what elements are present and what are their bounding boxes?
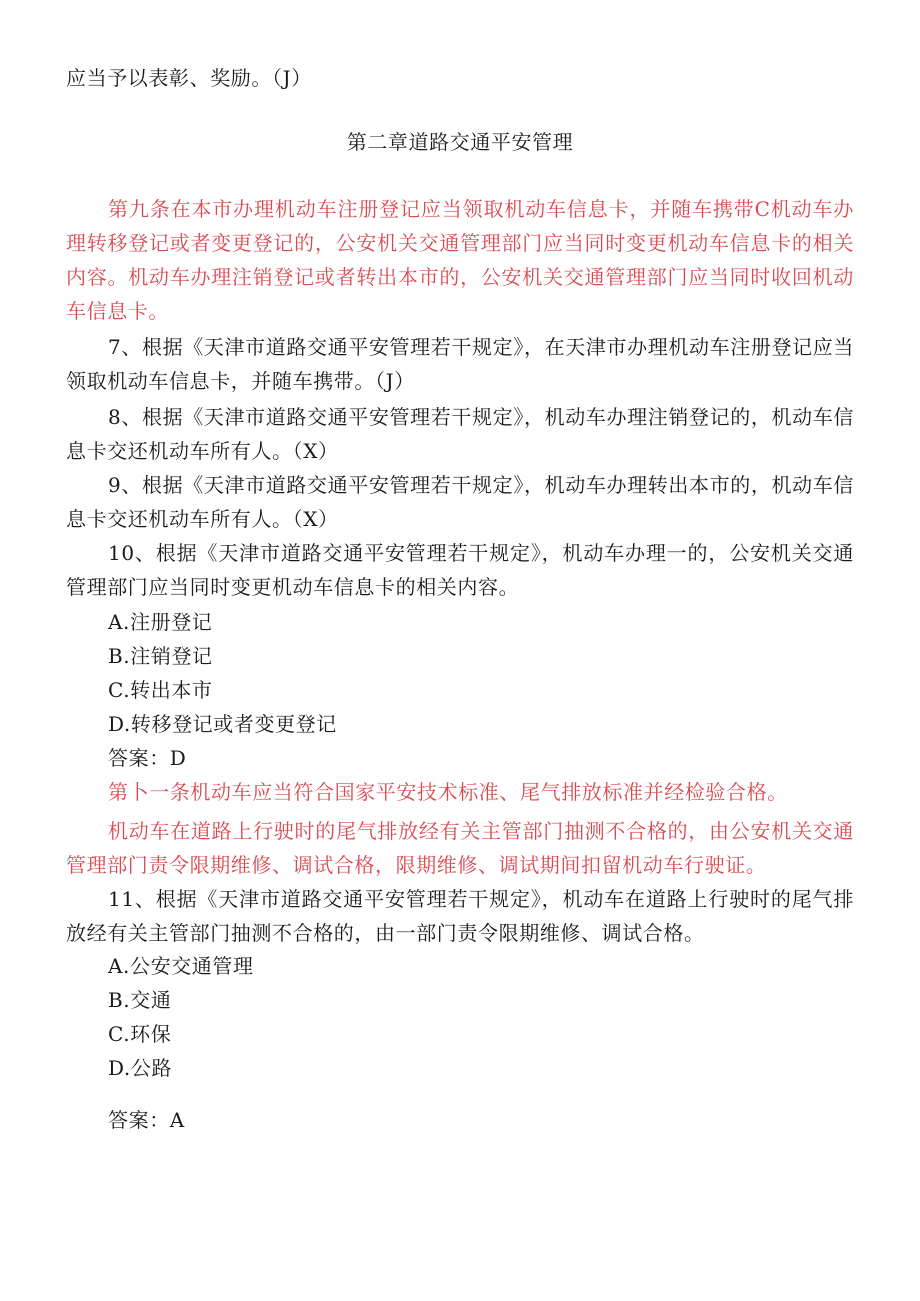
question-10-option-c: C.转出本市 xyxy=(108,678,213,702)
question-10-option-b: B.注销登记 xyxy=(108,644,213,668)
question-11: 11、根据《天津市道路交通平安管理若干规定》，机动车在道路上行驶时的尾气排放经有关主管部门抽测不合格的，由一部门责令限期维修、调试合格。 xyxy=(66,887,854,945)
question-10-answer: 答案：D xyxy=(108,746,187,770)
question-11-answer: 答案：A xyxy=(108,1108,185,1132)
regulation-article-9: 第九条在本市办理机动车注册登记应当领取机动车信息卡，并随车携带C机动车办理转移登记或者变更登记的，公安机关交通管理部门应当同时变更机动车信息卡的相关内容。机动车办理注销登记或者转出本市的，公安机关交通管理部门应当同时收回机动车信息卡。 xyxy=(66,197,854,323)
question-8: 8、根据《天津市道路交通平安管理若干规定》，机动车办理注销登记的，机动车信息卡交还机动车所有人。（X） xyxy=(66,405,854,463)
regulation-article-11-para2: 机动车在道路上行驶时的尾气排放经有关主管部门抽测不合格的，由公安机关交通管理部门责令限期维修、调试合格，限期维修、调试期间扣留机动车行驶证。 xyxy=(66,819,854,877)
question-10: 10、根据《天津市道路交通平安管理若干规定》，机动车办理一的，公安机关交通管理部门应当同时变更机动车信息卡的相关内容。 xyxy=(66,541,854,599)
question-7: 7、根据《天津市道路交通平安管理若干规定》，在天津市办理机动车注册登记应当领取机动车信息卡，并随车携带。（J） xyxy=(66,335,854,393)
continuation-line: 应当予以表彰、奖励。（J） xyxy=(66,66,312,90)
regulation-article-11-line1: 第卜一条机动车应当符合国家平安技术标准、尾气排放标准并经检验合格。 xyxy=(108,780,788,804)
question-10-option-d: D.转移登记或者变更登记 xyxy=(108,712,337,736)
question-11-option-a: A.公安交通管理 xyxy=(108,954,254,978)
question-10-option-a: A.注册登记 xyxy=(108,610,213,634)
question-11-option-c: C.环保 xyxy=(108,1022,172,1046)
question-11-option-d: D.公路 xyxy=(108,1056,173,1080)
question-11-option-b: B.交通 xyxy=(108,988,172,1012)
question-9: 9、根据《天津市道路交通平安管理若干规定》，机动车办理转出本市的，机动车信息卡交还机动车所有人。（X） xyxy=(66,473,854,531)
chapter-title: 第二章道路交通平安管理 xyxy=(346,130,574,154)
